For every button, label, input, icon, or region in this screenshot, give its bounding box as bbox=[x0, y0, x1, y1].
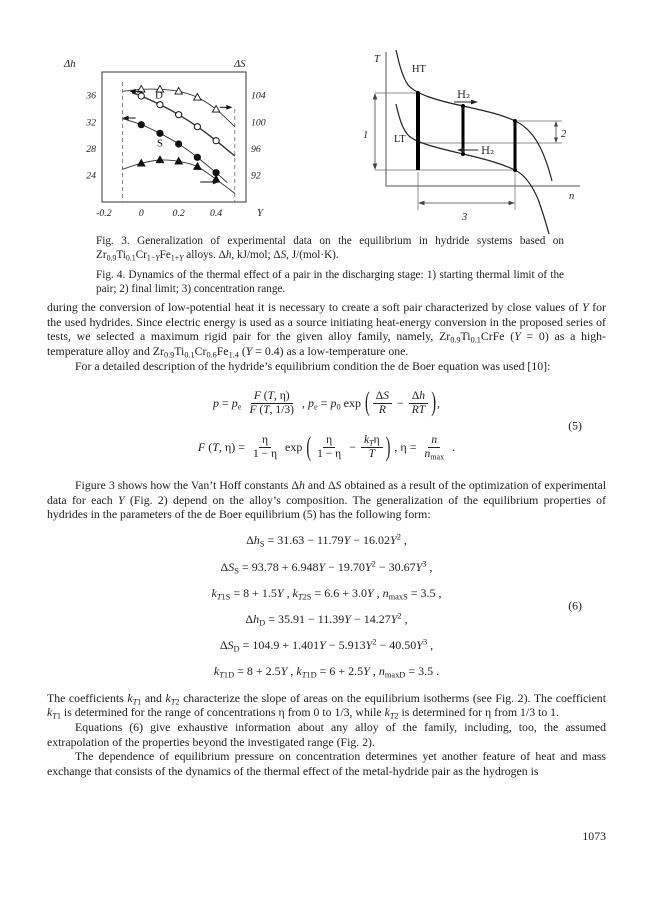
marker-triangle-open bbox=[194, 93, 201, 100]
right-tick: 96 bbox=[251, 144, 261, 156]
figure-captions bbox=[96, 234, 564, 302]
right-tick: 104 bbox=[251, 90, 266, 102]
equation-6 bbox=[47, 533, 606, 679]
paragraph: The dependence of equilibrium pressure on concentration determines yet another feature of heat and mass exchange that consists of the dynamics of the thermal effect of the metal-hydride pair as the hydrogen is bbox=[47, 749, 606, 779]
fig4-diagram bbox=[350, 46, 612, 243]
h2-left-arrowhead bbox=[457, 148, 464, 153]
x-tick: -0.2 bbox=[96, 208, 112, 219]
series-curve-dh-D-open-circles bbox=[132, 93, 235, 156]
marker-circle-open bbox=[213, 138, 219, 144]
marker-circle-filled bbox=[138, 122, 144, 128]
vant-hoff-chart bbox=[58, 52, 268, 222]
equation-line: $\Delta h_S = 31.63 - 11.79Y - 16.02Y^2$ , bbox=[246, 532, 407, 550]
hydride-pair-bars bbox=[418, 93, 515, 170]
paragraph: For a detailed description of the hydride’s equilibrium condition the de Boer equation was used [10]: bbox=[75, 358, 551, 373]
lt-curve-label: LT bbox=[394, 134, 406, 145]
series-label-D: D bbox=[155, 89, 164, 102]
dim3-label: 3 bbox=[462, 212, 468, 223]
series-label-S: S bbox=[156, 137, 164, 150]
right-tick: 92 bbox=[251, 170, 261, 182]
marker-circle-filled bbox=[194, 154, 200, 160]
left-axis-label: Δh bbox=[64, 59, 76, 70]
equation-number: (5) bbox=[568, 418, 582, 433]
marker-circle-filled bbox=[157, 130, 163, 136]
bar-end-dots bbox=[416, 91, 517, 172]
equation-line: $k_{T1S} = 8 + 1.5Y$ , $k_{T2S} = 6.6 + 3.0Y$ , $n_{maxS} = 3.5$ , bbox=[211, 585, 442, 602]
equation-line: $p = p_e$ $\frac{F (T, \eta)}{F (T, 1/3)}$ , $p_e = p_0$ exp ( $\frac{\Delta S}{R}$ − $\frac{\Delta h}{RT}$ ), bbox=[213, 387, 440, 419]
temperature-axis-label: T bbox=[374, 54, 380, 65]
hydrogen-flow-top bbox=[454, 89, 478, 104]
paragraph: Figure 3 shows how the Van’t Hoff constants Δh and ΔS obtained as a result of the optimization of experimental data for each Y (Fig. 2) depend on the alloy’s composition. The generalization of the equilibrium properties of hydrides in the parameters of the de Boer equilibrium (5) has the following form: bbox=[47, 477, 606, 522]
series-curve-dh-S-filled-circles bbox=[123, 119, 228, 183]
dimension-2 bbox=[554, 121, 566, 143]
fig3-caption: Fig. 3. Generalization of experimental data on the equilibrium in hydride systems based on $Zr_{0.9}Ti_{0.1}Cr_{1-Y}Fe_{1+Y}$ alloys. Δh, kJ/mol; ΔS, J/(mol·K). bbox=[96, 235, 564, 263]
dim1-label: 1 bbox=[363, 130, 369, 141]
right-tick: 100 bbox=[251, 117, 266, 129]
paragraph: Equations (6) give exhaustive information about any alloy of the family, including, too, the assumed extrapolation of the properties beyond the investigated range (Fig. 2). bbox=[47, 720, 606, 749]
equation-line: $\Delta h_D = 35.91 - 11.39Y - 14.27Y^2$ , bbox=[245, 611, 408, 628]
fig3-chart bbox=[58, 52, 268, 227]
left-tick: 28 bbox=[86, 144, 96, 156]
thermal-effect-diagram bbox=[350, 46, 612, 238]
h2-right-arrowhead bbox=[471, 100, 478, 105]
marker-circle-open bbox=[194, 124, 200, 130]
h2-bottom-label: H₂ bbox=[481, 145, 495, 157]
dim2-label: 2 bbox=[561, 129, 567, 140]
marker-triangle-filled bbox=[156, 156, 163, 163]
equation-number: (6) bbox=[568, 598, 582, 613]
equation-5 bbox=[47, 387, 606, 463]
concentration-axis-label: n bbox=[569, 191, 575, 202]
fig4-caption: Fig. 4. Dynamics of the thermal effect of a pair in the discharging stage: 1) starting thermal limit of the pair; 2) final limit; 3) concentration range. bbox=[96, 268, 564, 296]
paragraph: during the conversion of low-potential heat it is necessary to create a soft pair characterized by close values of Y for the used hydrides. Since electric energy is used as a source initiating heat-energy conversion in the proposed series of tests, we selected a maximum rigid pair for the given alloy family, namely, $Zr_{0.9}Ti_{0.1}CrFe$ (Y = 0) as a high-temperature alloy and $Zr_{0.9}Ti_{0.1}Cr_{0.6}Fe_{1.4}$ (Y = 0.4) as a low-temperature one. bbox=[47, 300, 606, 360]
chart-plot-area bbox=[85, 72, 266, 219]
axis-arrowhead bbox=[226, 105, 232, 110]
x-tick: 0.2 bbox=[172, 208, 185, 219]
reference-lines bbox=[375, 93, 562, 210]
body-text bbox=[47, 300, 606, 779]
equation-line: $\Delta S_S = 93.78 + 6.948Y - 19.70Y^2 - 30.67Y^3$ , bbox=[220, 559, 433, 576]
h2-top-label: H₂ bbox=[457, 89, 471, 101]
left-tick: 24 bbox=[86, 170, 96, 182]
marker-circle-open bbox=[138, 93, 144, 99]
x-axis-label: Y bbox=[257, 208, 263, 219]
x-tick: 0 bbox=[138, 208, 144, 219]
dimension-1 bbox=[363, 93, 377, 170]
x-tick: 0.4 bbox=[209, 208, 223, 219]
marker-circle-open bbox=[157, 102, 163, 108]
page-number: 1073 bbox=[582, 829, 606, 843]
equation-line: $k_{T1D} = 8 + 2.5Y$ , $k_{T1D} = 6 + 2.5Y$ , $n_{maxD} = 3.5$ . bbox=[213, 664, 440, 681]
equation-line: F (T, η) = $\frac{\eta}{1 - \eta}$ exp ( $\frac{\eta}{1 - \eta}$ − $\frac{k_T\eta}{T}$ ) , η = $\frac{n}{n_{max}}$ . bbox=[197, 432, 456, 463]
marker-circle-filled bbox=[176, 141, 182, 147]
paragraph: The coefficients $k_{T1}$ and $k_{T2}$ characterize the slope of areas on the equilibrium isotherms (see Fig. 2). The coefficient $k_{T1}$ is determined for the range of concentrations η from 0 to 1/3, while $k_{T2}$ is determined for η from 1/3 to 1. bbox=[47, 690, 606, 721]
marker-triangle-filled bbox=[194, 163, 201, 170]
left-tick: 36 bbox=[86, 90, 96, 102]
equation-line: $\Delta S_D = 104.9 + 1.401Y - 5.913Y^2 - 40.50Y^3$ , bbox=[219, 637, 434, 654]
right-axis-label: ΔS bbox=[234, 59, 246, 70]
dimension-3 bbox=[418, 201, 515, 223]
ht-curve-label: HT bbox=[412, 64, 426, 75]
marker-triangle-open bbox=[212, 105, 219, 112]
marker-circle-open bbox=[176, 112, 182, 118]
left-tick: 32 bbox=[86, 117, 96, 129]
